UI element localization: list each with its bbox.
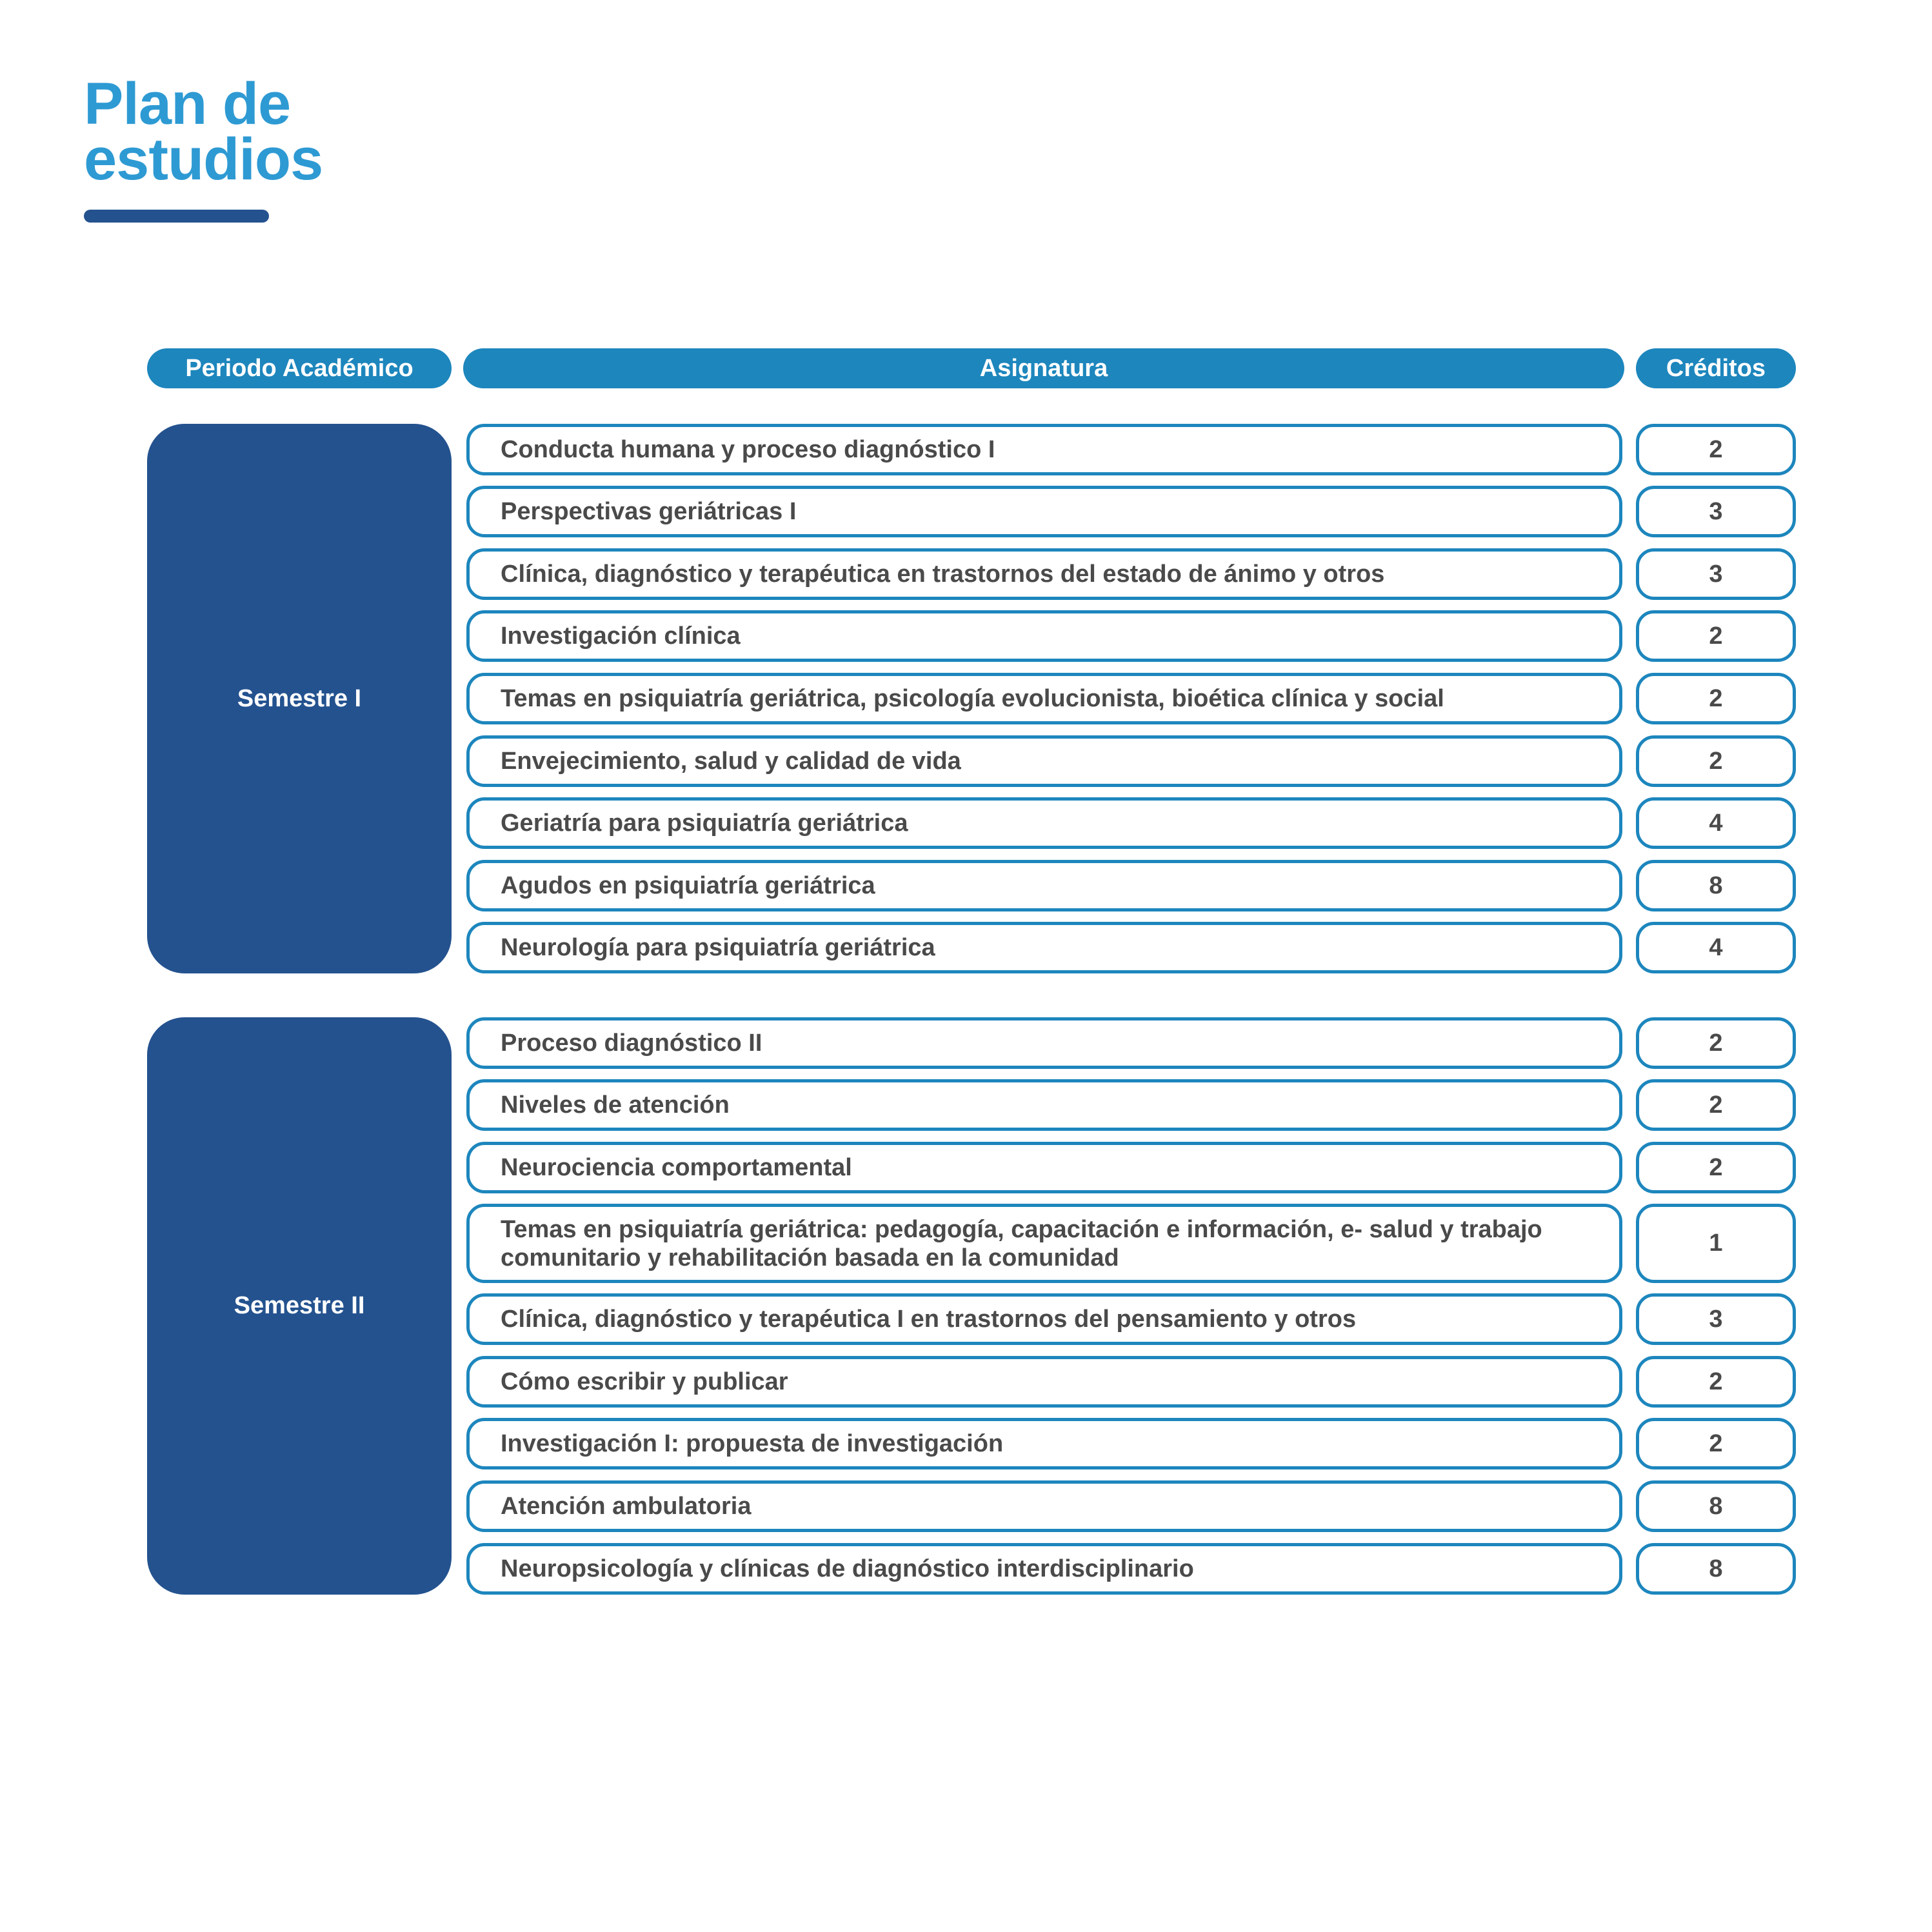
credit-cell: 4	[1636, 922, 1796, 973]
course-row: Envejecimiento, salud y calidad de vida	[466, 735, 1622, 787]
credit-cell: 8	[1636, 1480, 1796, 1532]
course-row: Geriatría para psiquiatría geriátrica	[466, 797, 1622, 849]
credit-cell: 2	[1636, 1356, 1796, 1408]
course-row: Investigación clínica	[466, 610, 1622, 662]
credit-cell: 1	[1636, 1204, 1796, 1283]
header-asignatura: Asignatura	[463, 348, 1624, 388]
header-periodo-academico: Periodo Académico	[147, 348, 452, 388]
course-row: Agudos en psiquiatría geriátrica	[466, 860, 1622, 911]
credit-cell: 2	[1636, 610, 1796, 662]
course-row: Niveles de atención	[466, 1079, 1622, 1131]
credit-cell: 2	[1636, 735, 1796, 787]
semester-2-block: Semestre II	[147, 1017, 452, 1595]
course-row: Clínica, diagnóstico y terapéutica en trastornos del estado de ánimo y otros	[466, 548, 1622, 600]
course-row: Neuropsicología y clínicas de diagnóstico interdisciplinario	[466, 1543, 1622, 1595]
credit-cell: 8	[1636, 860, 1796, 911]
course-row: Neurología para psiquiatría geriátrica	[466, 922, 1622, 973]
course-row: Temas en psiquiatría geriátrica: pedagogía, capacitación e información, e- salud y trabajo comunitario y rehabilitación basada en la comunidad	[466, 1204, 1622, 1283]
course-row: Investigación I: propuesta de investigación	[466, 1418, 1622, 1469]
course-row: Cómo escribir y publicar	[466, 1356, 1622, 1408]
page-title: Plan de estudios	[84, 71, 323, 192]
credit-cell: 3	[1636, 486, 1796, 537]
semester-1-block: Semestre I	[147, 424, 452, 973]
title-underline	[84, 210, 269, 223]
credit-cell: 2	[1636, 1142, 1796, 1193]
header-creditos: Créditos	[1636, 348, 1796, 388]
credit-cell: 8	[1636, 1543, 1796, 1595]
credit-cell: 2	[1636, 1017, 1796, 1069]
credit-cell: 2	[1636, 1079, 1796, 1131]
course-row: Clínica, diagnóstico y terapéutica I en trastornos del pensamiento y otros	[466, 1293, 1622, 1345]
credit-cell: 3	[1636, 1293, 1796, 1345]
credit-cell: 4	[1636, 797, 1796, 849]
credit-cell: 2	[1636, 424, 1796, 475]
course-row: Neurociencia comportamental	[466, 1142, 1622, 1193]
credit-cell: 2	[1636, 1418, 1796, 1469]
credit-cell: 3	[1636, 548, 1796, 600]
credit-cell: 2	[1636, 673, 1796, 724]
course-row: Atención ambulatoria	[466, 1480, 1622, 1532]
course-row: Conducta humana y proceso diagnóstico I	[466, 424, 1622, 475]
course-row: Temas en psiquiatría geriátrica, psicología evolucionista, bioética clínica y social	[466, 673, 1622, 724]
course-row: Proceso diagnóstico II	[466, 1017, 1622, 1069]
course-row: Perspectivas geriátricas I	[466, 486, 1622, 537]
